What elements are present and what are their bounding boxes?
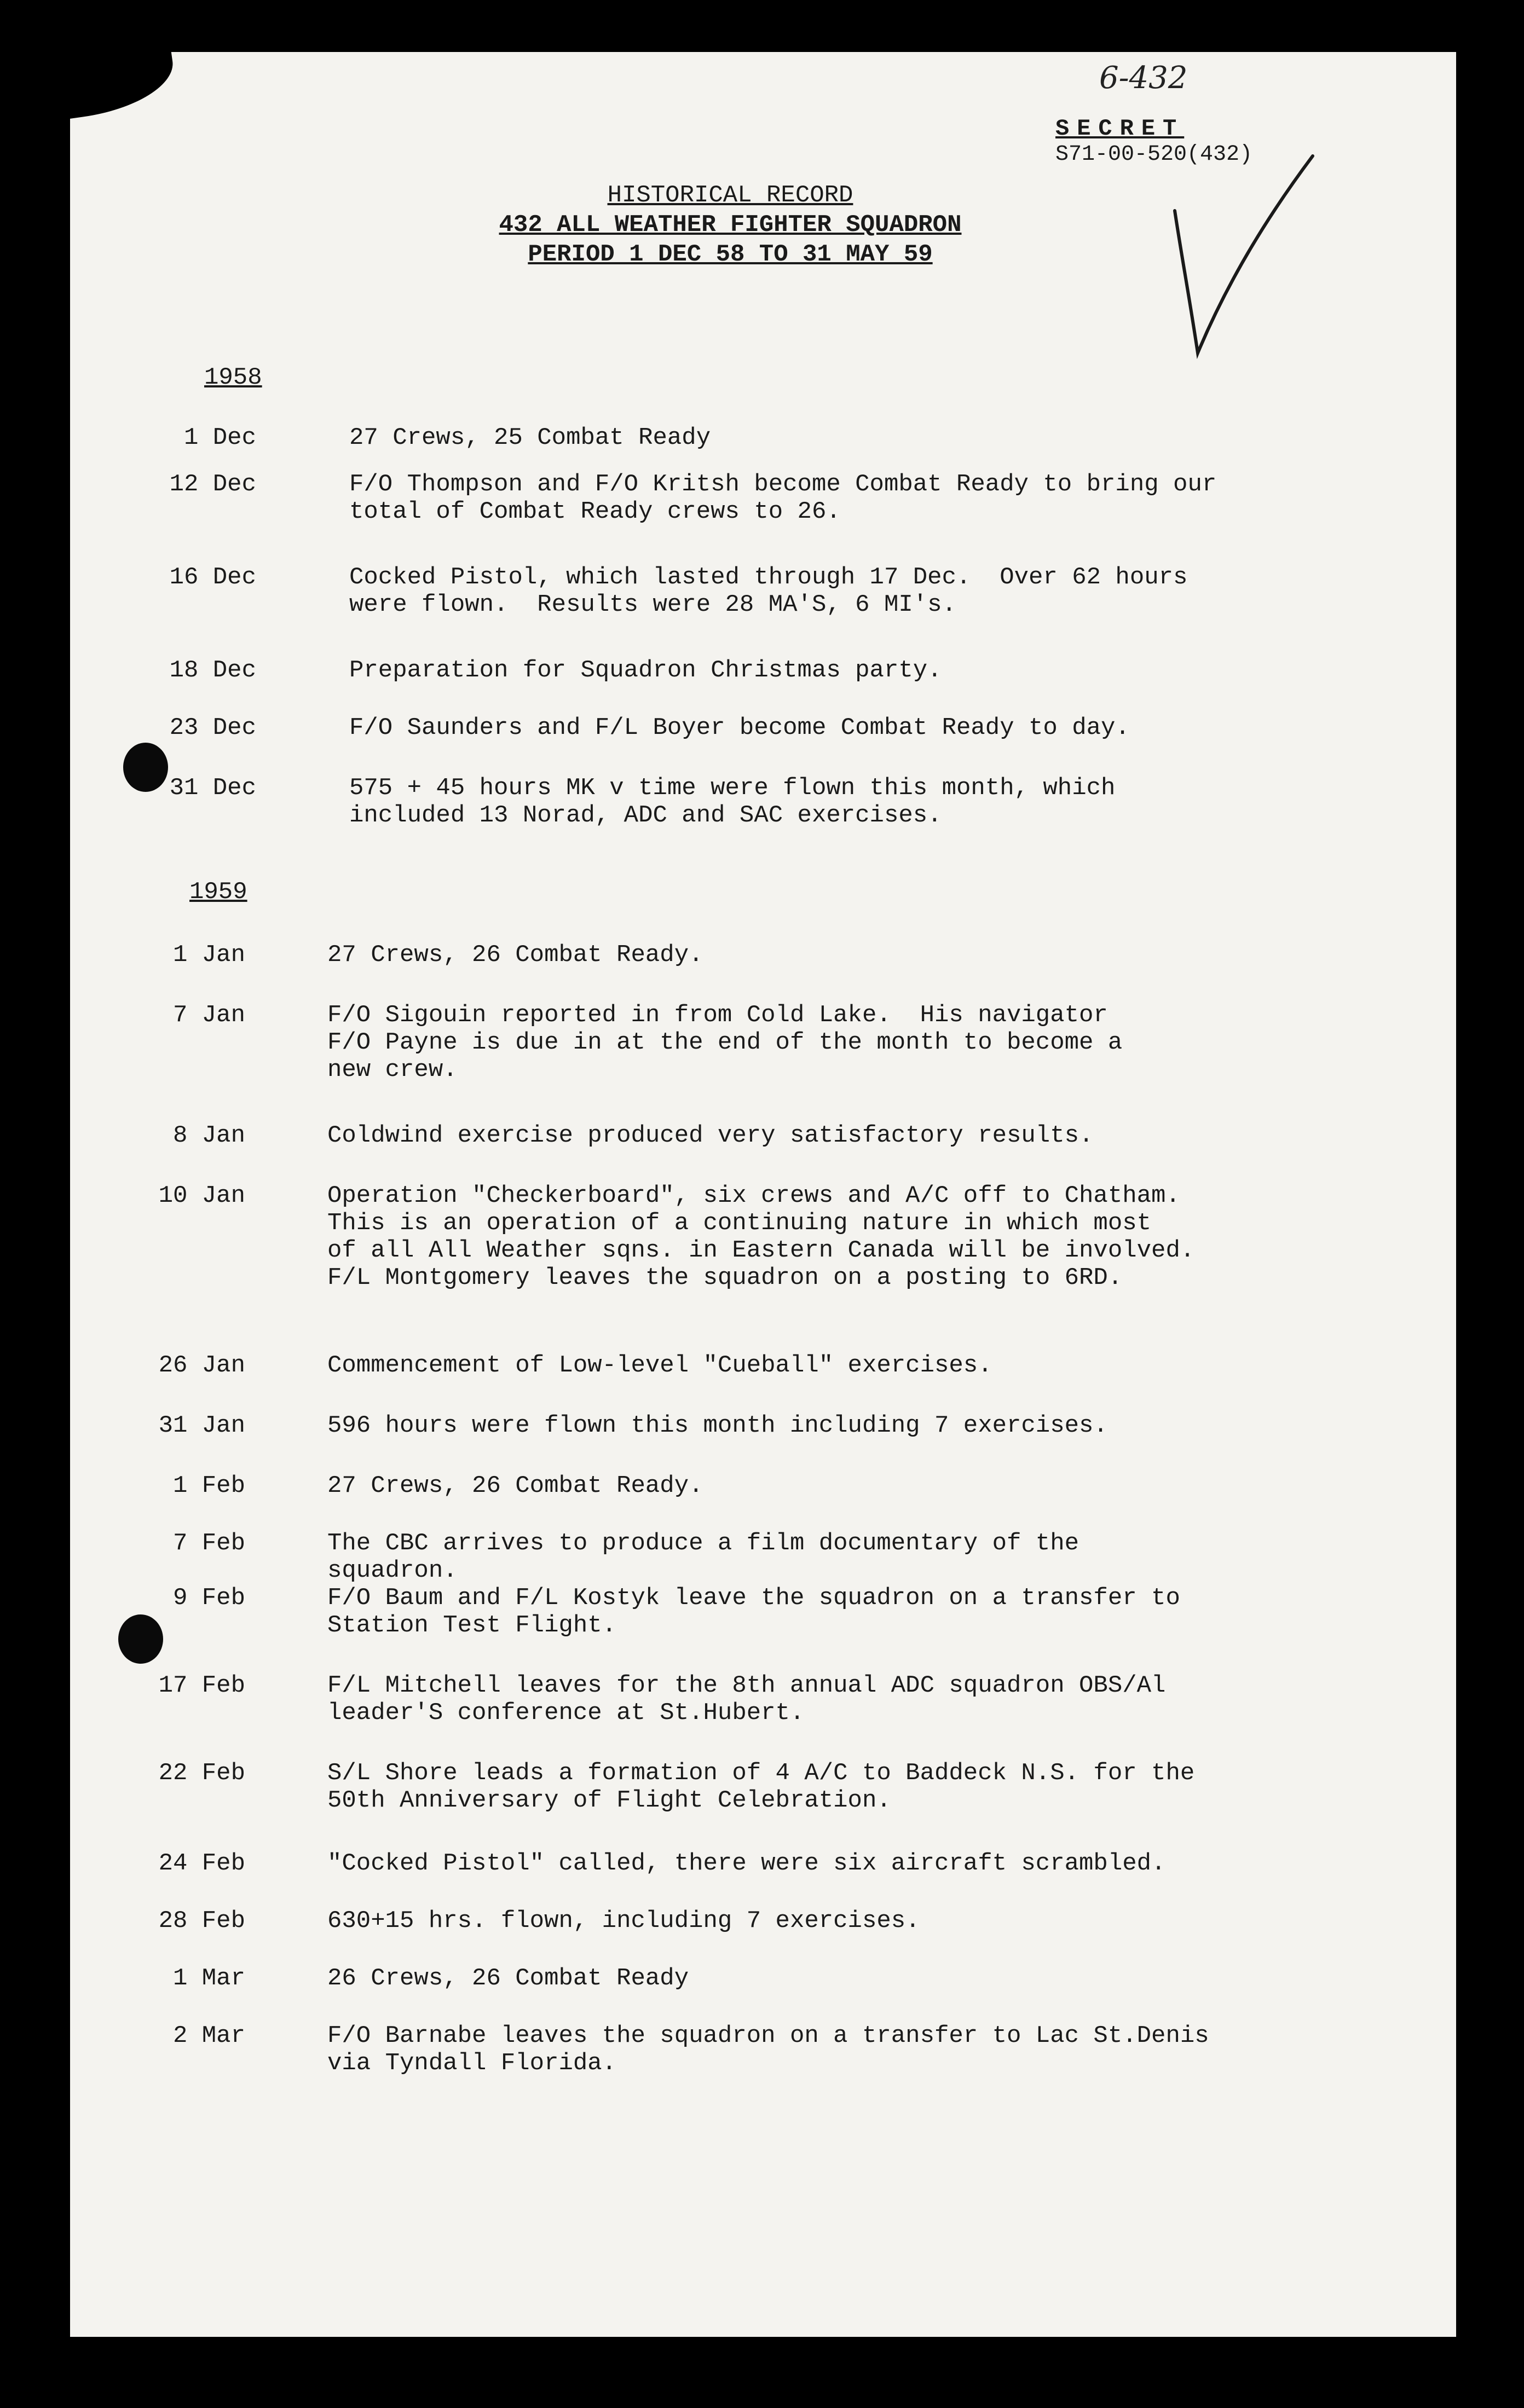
entry-text: F/L Mitchell leaves for the 8th annual ADC squadron OBS/Al leader'S conference at St.Hubert. <box>327 1672 1166 1727</box>
entry-date: 28 Feb <box>158 1907 245 1935</box>
entry-text: 596 hours were flown this month including 7 exercises. <box>327 1412 1108 1439</box>
entry-date: 22 Feb <box>158 1759 245 1787</box>
entry-date: 16 Dec <box>169 564 256 591</box>
entry-text: "Cocked Pistol" called, there were six aircraft scrambled. <box>327 1850 1166 1877</box>
entry-date: 1 Dec <box>183 424 256 452</box>
entry-text: F/O Thompson and F/O Kritsh become Combat Ready to bring our total of Combat Ready crews to 26. <box>349 471 1217 525</box>
entry-date: 24 Feb <box>158 1850 245 1877</box>
entry-text: Operation "Checkerboard", six crews and A/C off to Chatham. This is an operation of a continuing nature in which most of all All Weather sqns. in Eastern Canada will be involved. F/L Montgomery leaves the squadron on a posting to 6RD. <box>327 1182 1195 1292</box>
title-line-2: 432 ALL WEATHER FIGHTER SQUADRON <box>499 211 962 239</box>
entry-date: 31 Jan <box>158 1412 245 1439</box>
year-heading-1958: 1958 <box>204 364 262 391</box>
year-heading-1959: 1959 <box>189 878 247 906</box>
title-line-3: PERIOD 1 DEC 58 TO 31 MAY 59 <box>528 241 933 268</box>
entry-date: 1 Mar <box>172 1965 245 1992</box>
entry-date: 9 Feb <box>172 1584 245 1612</box>
document-page <box>70 52 1456 2337</box>
entry-date: 2 Mar <box>172 2022 245 2050</box>
entry-text: Preparation for Squadron Christmas party. <box>349 657 942 684</box>
entry-text: The CBC arrives to produce a film documentary of the squadron. <box>327 1530 1094 1584</box>
entry-text: Cocked Pistol, which lasted through 17 Dec. Over 62 hours were flown. Results were 28 MA'S, 6 MI's. <box>349 564 1188 618</box>
entry-text: 27 Crews, 26 Combat Ready. <box>327 941 703 969</box>
entry-text: 630+15 hrs. flown, including 7 exercises. <box>327 1907 920 1935</box>
entry-date: 1 Jan <box>172 941 245 969</box>
handwritten-file-number: 6-432 <box>1099 60 1188 96</box>
file-number: S71-00-520(432) <box>1055 142 1253 167</box>
title-line-1: HISTORICAL RECORD <box>607 182 853 209</box>
entry-date: 18 Dec <box>169 657 256 684</box>
entry-text: 27 Crews, 26 Combat Ready. <box>327 1472 703 1500</box>
entry-text: F/O Barnabe leaves the squadron on a transfer to Lac St.Denis via Tyndall Florida. <box>327 2022 1209 2077</box>
entry-text: 27 Crews, 25 Combat Ready <box>349 424 711 452</box>
entry-date: 23 Dec <box>169 714 256 742</box>
entry-date: 1 Feb <box>172 1472 245 1500</box>
classification-marking: SECRET <box>1055 115 1185 142</box>
entry-date: 26 Jan <box>158 1352 245 1379</box>
entry-date: 12 Dec <box>169 471 256 498</box>
document-title <box>70 181 1456 269</box>
entry-date: 8 Jan <box>172 1122 245 1149</box>
entry-text: 575 + 45 hours MK v time were flown this month, which included 13 Norad, ADC and SAC exercises. <box>349 774 1116 829</box>
entry-date: 7 Feb <box>172 1530 245 1557</box>
entry-text: F/O Baum and F/L Kostyk leave the squadron on a transfer to Station Test Flight. <box>327 1584 1180 1639</box>
entry-date: 31 Dec <box>169 774 256 802</box>
entry-text: 26 Crews, 26 Combat Ready <box>327 1965 689 1992</box>
entry-date: 10 Jan <box>158 1182 245 1209</box>
entry-text: Coldwind exercise produced very satisfactory results. <box>327 1122 1094 1149</box>
entry-date: 17 Feb <box>158 1672 245 1699</box>
entry-text: S/L Shore leads a formation of 4 A/C to Baddeck N.S. for the 50th Anniversary of Flight Celebration. <box>327 1759 1195 1814</box>
torn-corner <box>70 52 178 120</box>
entry-text: F/O Sigouin reported in from Cold Lake. His navigator F/O Payne is due in at the end of the month to become a new crew. <box>327 1002 1123 1084</box>
entry-text: F/O Saunders and F/L Boyer become Combat Ready to day. <box>349 714 1130 742</box>
entry-text: Commencement of Low-level "Cueball" exercises. <box>327 1352 992 1379</box>
punch-hole-bottom <box>118 1614 163 1664</box>
entry-date: 7 Jan <box>172 1002 245 1029</box>
